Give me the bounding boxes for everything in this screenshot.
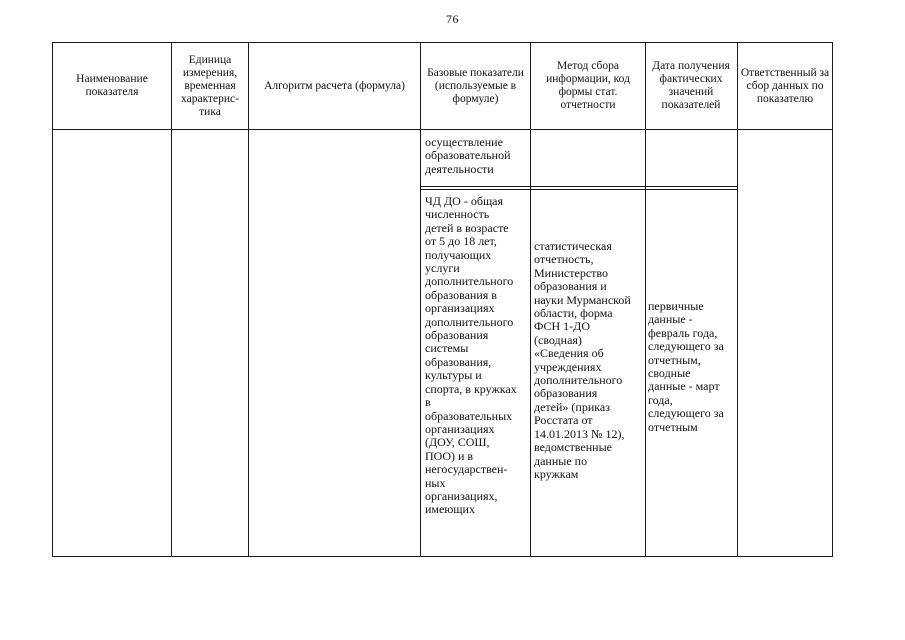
header-date: Дата получения фактических значений показателей bbox=[652, 60, 730, 111]
row2-method: статистическая отчетность, Министерство образования и науки Мурманской области, форма ФСН 1-ДО (сводная) «Сведения об учреждениях дополнительного образования детей» (приказ Росстата от 14.01.2013 № 12), ведомственные данные по кружкам bbox=[534, 239, 631, 481]
header-algorithm: Алгоритм расчета (формула) bbox=[264, 79, 405, 92]
header-bottom-border bbox=[52, 129, 833, 130]
row2-base: ЧД ДО - общая численность детей в возрасте от 5 до 18 лет, получающих услуги дополнительного образования в организациях дополнительного образования системы образования, культуры и спорта, в кружках в образовательных организациях (ДОУ, СОШ, ПОО) и в негосударствен- ных организациях, имеющих bbox=[425, 194, 517, 517]
page-number: 76 bbox=[446, 12, 459, 26]
row-separator bbox=[420, 186, 737, 187]
table-bottom-border bbox=[52, 556, 833, 557]
row2-date: первичные данные - февраль года, следующего за отчетным, сводные данные - март года, следующего за отчетным bbox=[648, 299, 724, 434]
header-method: Метод сбора информации, код формы стат. отчетности bbox=[546, 60, 630, 111]
col-border-3 bbox=[420, 42, 421, 557]
row-separator-double bbox=[420, 189, 737, 190]
col-border-5 bbox=[645, 42, 646, 557]
row1-base: осуществление образовательной деятельности bbox=[425, 135, 511, 176]
col-border-7 bbox=[832, 42, 833, 557]
header-name: Наименование показателя bbox=[76, 73, 148, 98]
header-responsible: Ответственный за сбор данных по показателю bbox=[740, 66, 830, 105]
col-border-4 bbox=[530, 42, 531, 557]
header-unit: Единица измерения, временная характерис-тика bbox=[181, 53, 239, 118]
header-base: Базовые показатели (используемые в формуле) bbox=[427, 66, 524, 105]
